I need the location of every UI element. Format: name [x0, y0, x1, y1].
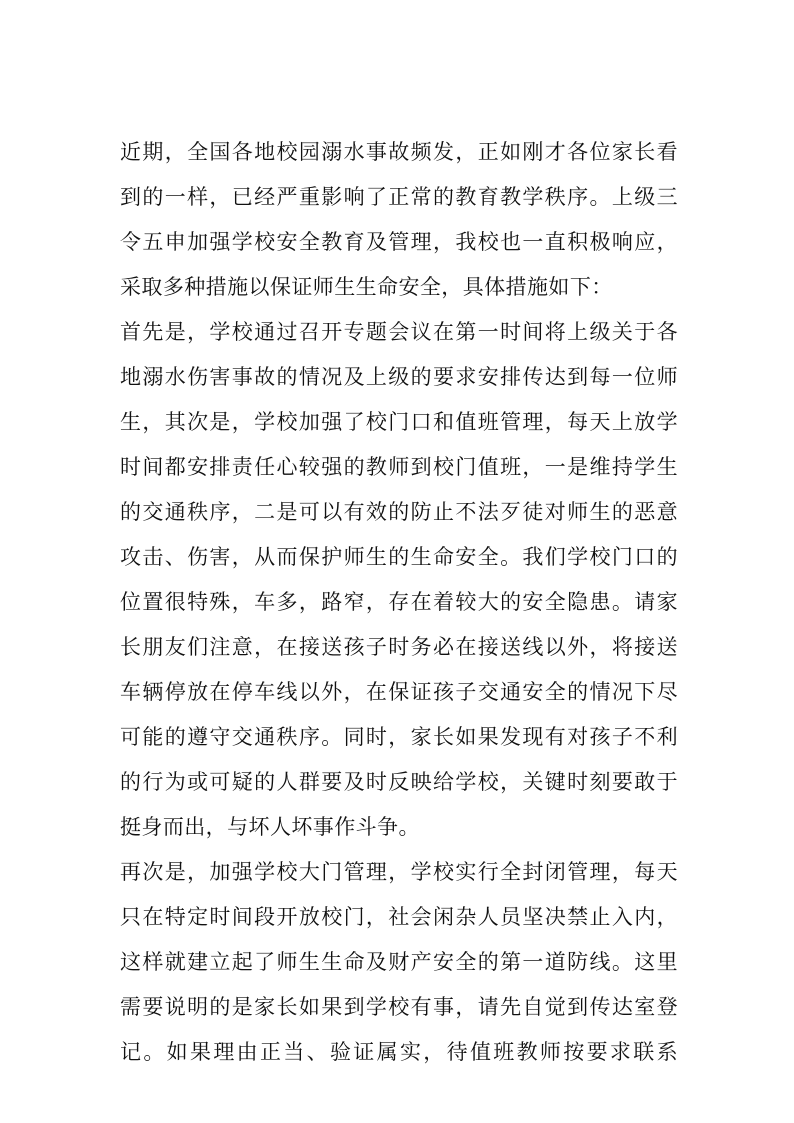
- text-line: 时间都安排责任心较强的教师到校门值班，一是维持学生: [120, 455, 678, 479]
- text-line: 令五申加强学校安全教育及管理，我校也一直积极响应，: [120, 230, 678, 254]
- text-line: 地溺水伤害事故的情况及上级的要求安排传达到每一位师: [120, 365, 678, 389]
- text-line: 记。如果理由正当、验证属实，待值班教师按要求联系: [120, 1040, 678, 1064]
- body-text: [120, 130, 678, 1075]
- text-line: 只在特定时间段开放校门，社会闲杂人员坚决禁止入内，: [120, 905, 678, 929]
- text-line: 采取多种措施以保证师生生命安全，具体措施如下：: [120, 275, 613, 299]
- text-line: 位置很特殊，车多，路窄，存在着较大的安全隐患。请家: [120, 590, 678, 614]
- text-line: 长朋友们注意，在接送孩子时务必在接送线以外，将接送: [120, 635, 678, 659]
- text-line: 需要说明的是家长如果到学校有事，请先自觉到传达室登: [120, 995, 678, 1019]
- text-line: 车辆停放在停车线以外，在保证孩子交通安全的情况下尽: [120, 680, 678, 704]
- text-line: 攻击、伤害，从而保护师生的生命安全。我们学校门口的: [120, 545, 678, 569]
- text-line: 近期，全国各地校园溺水事故频发，正如刚才各位家长看: [120, 140, 678, 164]
- text-line: 首先是，学校通过召开专题会议在第一时间将上级关于各: [120, 320, 678, 344]
- text-line: 生，其次是，学校加强了校门口和值班管理，每天上放学: [120, 410, 678, 434]
- text-line: 的行为或可疑的人群要及时反映给学校，关键时刻要敢于: [120, 770, 678, 794]
- text-line: 到的一样，已经严重影响了正常的教育教学秩序。上级三: [120, 185, 678, 209]
- text-line: 再次是，加强学校大门管理，学校实行全封闭管理，每天: [120, 860, 678, 884]
- text-line: 可能的遵守交通秩序。同时，家长如果发现有对孩子不利: [120, 725, 678, 749]
- text-line: 挺身而出，与坏人坏事作斗争。: [120, 815, 420, 839]
- text-line: 的交通秩序，二是可以有效的防止不法歹徒对师生的恶意: [120, 500, 678, 524]
- text-line: 这样就建立起了师生生命及财产安全的第一道防线。这里: [120, 950, 678, 974]
